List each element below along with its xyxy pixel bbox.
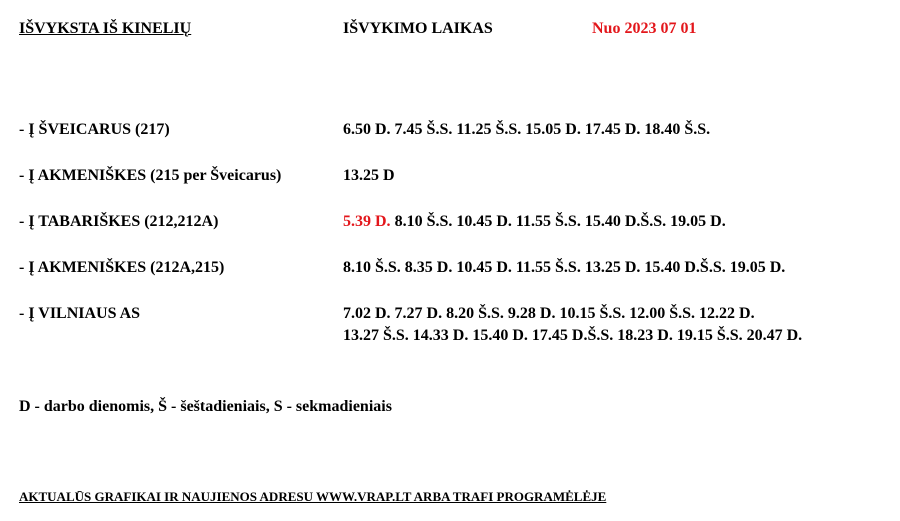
route-label-akmeniskes-212a: - Į AKMENIŠKES (212A,215)	[19, 259, 225, 276]
route-times-tabariskes	[343, 211, 726, 233]
route-times-text: 13.25 D	[343, 167, 395, 184]
route-times-akmeniskes-212a	[343, 257, 785, 279]
route-label-sveicarus: - Į ŠVEICARUS (217)	[19, 121, 170, 138]
header-departs-from: IŠVYKSTA IŠ KINELIŲ	[19, 20, 192, 37]
route-times-vilniaus-as	[343, 303, 802, 347]
header-departure-time: IŠVYKIMO LAIKAS	[343, 20, 493, 37]
route-times-line1: 7.02 D. 7.27 D. 8.20 Š.S. 9.28 D. 10.15 Š.S. 12.00 Š.S. 12.22 D.	[343, 305, 755, 322]
route-label-vilniaus-as: - Į VILNIAUS AS	[19, 305, 141, 322]
legend: D - darbo dienomis, Š - šeštadieniais, S - sekmadieniais	[19, 398, 392, 415]
footer-notice: AKTUALŪS GRAFIKAI IR NAUJIENOS ADRESU WWW.VRAP.LT ARBA TRAFI PROGRAMĖLĖJE	[19, 489, 607, 504]
header-effective-date: Nuo 2023 07 01	[592, 20, 697, 37]
route-times-akmeniskes-215	[343, 165, 395, 187]
route-times-text: 8.10 Š.S. 8.35 D. 10.45 D. 11.55 Š.S. 13.25 D. 15.40 D.Š.S. 19.05 D.	[343, 259, 786, 276]
route-times-line2: 13.27 Š.S. 14.33 D. 15.40 D. 17.45 D.Š.S. 18.23 D. 19.15 Š.S. 20.47 D.	[343, 327, 803, 344]
route-label-tabariskes: - Į TABARIŠKES (212,212A)	[19, 213, 219, 230]
route-times-sveicarus	[343, 119, 710, 141]
route-times-text: 8.10 Š.S. 10.45 D. 11.55 Š.S. 15.40 D.Š.S. 19.05 D.	[394, 213, 726, 230]
route-label-akmeniskes-215: - Į AKMENIŠKES (215 per Šveicarus)	[19, 167, 282, 184]
route-times-text: 6.50 D. 7.45 Š.S. 11.25 Š.S. 15.05 D. 17.45 D. 18.40 Š.S.	[343, 121, 711, 138]
route-times-highlight: 5.39 D.	[343, 213, 391, 230]
